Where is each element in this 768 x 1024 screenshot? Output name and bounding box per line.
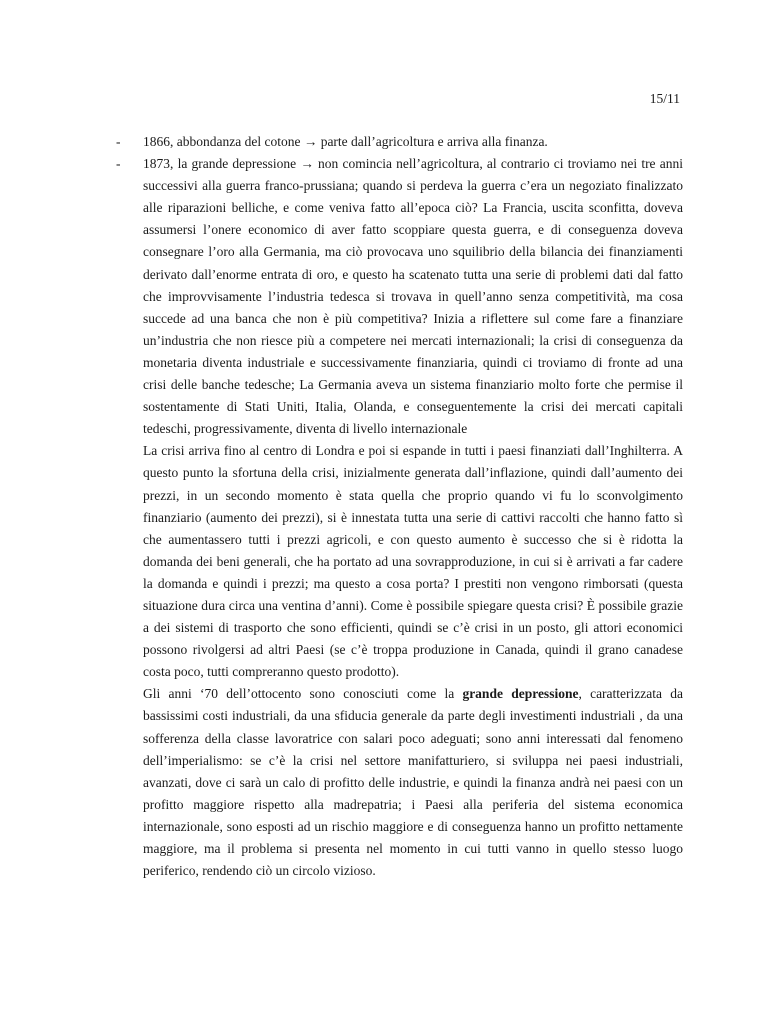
paragraph: La crisi arriva fino al centro di Londra e poi si espande in tutti i paesi finanziati dall’Inghilterra. A questo punto la sfortuna della crisi, inizialmente generata dall’inflazione, quindi dall’aumento dei prezzi, in un secondo momento è stata quella che proprio quando vi fu lo sconvolgimento finanziario (aumento dei prezzi), si è innestata tutta una serie di cattivi raccolti che hanno fatto sì che aumentassero tutti i prezzi agricoli, e con questo aumento è successo che si è ridotta la domanda dei beni generali, che ha portato ad una sovrapproduzione, in cui si è arrivati a far cadere la domanda e quindi i prezzi; ma questo a cosa porta? I prestiti non vengono rimborsati (questa situazione dura circa una ventina d’anni). Come è possibile spiegare questa crisi? È possibile grazie a dei sistemi di trasporto che sono efficienti, quindi se c’è crisi in un posto, gli attori economici possono rivolgersi ad altri Paesi (se c’è troppa produzione in Canada, quindi il grano canadese costa poco, tutti compreranno questo prodotto). bbox=[143, 443, 683, 680]
page-number: 15/11 bbox=[649, 91, 680, 106]
list-item: - 1873, la grande depressione → non comincia nell’agricoltura, al contrario ci troviamo nei tre anni successivi alla guerra franco-prussiana; quando si perdeva la guerra c’era un negoziato finalizzato alle riparazioni belliche, e come veniva fatto all’epoca ciò? La Francia, uscita sconfitta, doveva assumersi l’onere economico di aver fatto scoppiare questa guerra, e di conseguenza doveva consegnare l’oro alla Germania, ma ciò provocava uno squilibrio della bilancia dei finanziamenti derivato dall’enorme entrata di oro, e questo ha scatenato tutta una serie di problemi dati dal fatto che improvvisamente l’industria tedesca si trovava in quell’anno senza competitività, ma cosa succede ad una banca che non è più competitiva? Inizia a riflettere sul come fare a finanziare un’industria che non riesce più a competere nei mercati internazionali; la crisi di conseguenza da monetaria diventa industriale e successivamente finanziaria, quindi ci troviamo di fronte ad una crisi delle banche tedesche; La Germania aveva un sistema finanziario molto forte che permise il sostentamente di Stati Uniti, Italia, Olanda, e conseguentemente la crisi dei mercati capitali tedeschi, progressivamente, diventa di livello internazionale bbox=[143, 153, 683, 440]
paragraph bbox=[143, 683, 683, 882]
list-item: - 1866, abbondanza del cotone → parte dall’agricoltura e arriva alla finanza. bbox=[143, 131, 683, 153]
paragraph-text: Gli anni ‘70 dell’ottocento sono conosciuti come la bbox=[143, 686, 463, 702]
document-body bbox=[143, 131, 683, 882]
paragraph-text: , caratterizzata da bassissimi costi industriali, da una sfiducia generale da parte degli investimenti industriali , da una sofferenza della classe lavoratrice con salari poco adeguati; sono anni interessati dal fenomeno dell’imperialismo: se c’è la crisi nel settore manifatturiero, si sviluppa nei paesi industriali, avanzati, dove ci sarà un calo di profitto delle industrie, e quindi la finanza andrà nei paesi con un profitto maggiore rispetto alla madrepatria; i Paesi alla periferia del sistema economica internazionale, sono esposti ad un rischio maggiore e di conseguenza hanno un profitto nettamente maggiore, ma il problema si presenta nel momento in cui tutti vanno in quello stesso luogo periferico, rendendo ciò un circolo vizioso. bbox=[143, 686, 683, 879]
bold-term: grande depressione bbox=[462, 686, 579, 702]
